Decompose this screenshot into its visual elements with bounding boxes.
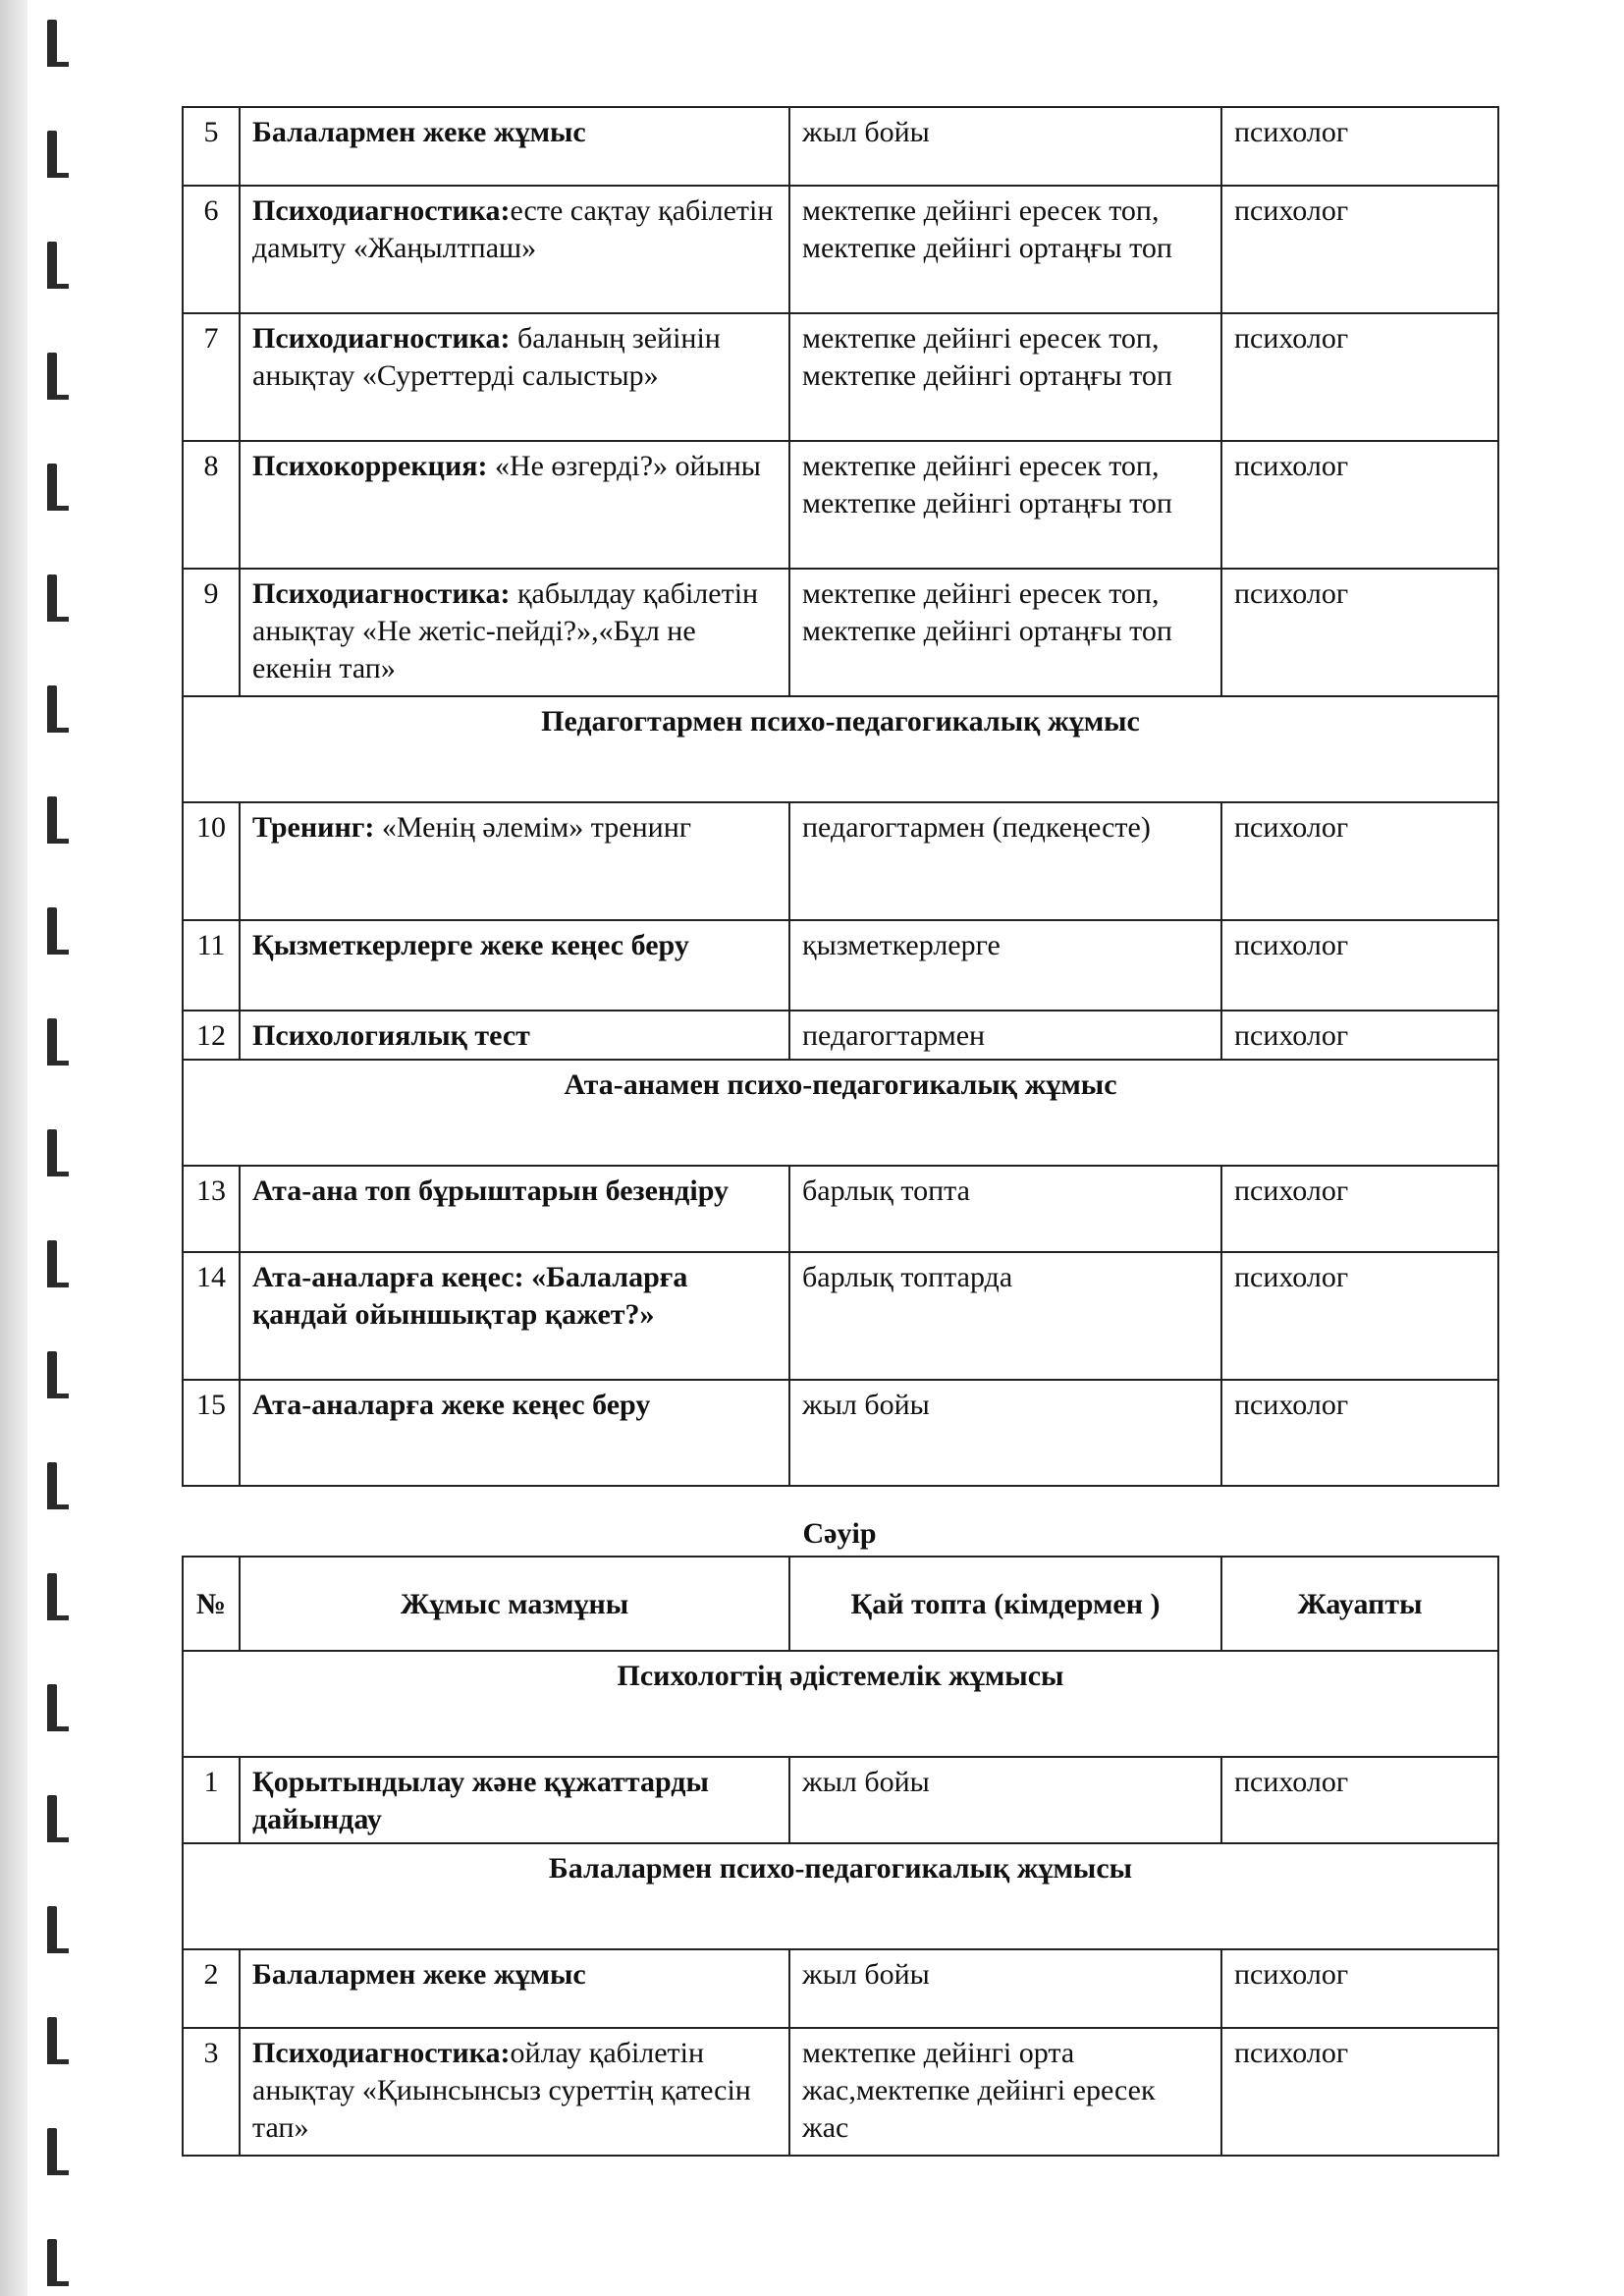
month-heading: Сәуір	[802, 1517, 877, 1550]
section-heading-parents: Ата-анамен психо-педагогикалық жұмыс	[183, 1060, 1498, 1166]
row-number: 3	[183, 2028, 240, 2156]
responsible: психолог	[1221, 802, 1498, 920]
binding-hole	[47, 2128, 57, 2171]
responsible: психолог	[1221, 1380, 1498, 1486]
responsible: психолог	[1221, 1252, 1498, 1380]
binding-hole	[47, 1795, 57, 1838]
work-content: Қызметкерлерге жеке кеңес беру	[240, 920, 789, 1011]
row-number: 11	[183, 920, 240, 1011]
header-group: Қай топта (кімдермен )	[789, 1557, 1221, 1651]
header-responsible: Жауапты	[1221, 1557, 1498, 1651]
target-group: мектепке дейінгі ересек топ, мектепке дейінгі ортаңғы топ	[789, 186, 1221, 313]
binding-hole	[47, 907, 57, 951]
binding-hole	[47, 131, 57, 174]
section-heading-children: Балалармен психо-педагогикалық жұмысы	[183, 1843, 1498, 1949]
target-group: жыл бойы	[789, 1949, 1221, 2028]
responsible: психолог	[1221, 107, 1498, 186]
section-row	[183, 1843, 1498, 1949]
binding-hole	[47, 1351, 57, 1394]
document-page	[182, 106, 1497, 2157]
table-row	[183, 186, 1498, 313]
target-group: мектепке дейінгі ересек топ, мектепке дейінгі ортаңғы топ	[789, 441, 1221, 569]
binding-hole	[47, 20, 57, 63]
table-row	[183, 441, 1498, 569]
header-content: Жұмыс мазмұны	[240, 1557, 789, 1651]
target-group: педагогтармен (педкеңесте)	[789, 802, 1221, 920]
row-number: 15	[183, 1380, 240, 1486]
target-group: жыл бойы	[789, 1380, 1221, 1486]
target-group: қызметкерлерге	[789, 920, 1221, 1011]
target-group: барлық топтарда	[789, 1252, 1221, 1380]
work-content: Балалармен жеке жұмыс	[240, 107, 789, 186]
section-heading-teachers: Педагогтармен психо-педагогикалық жұмыс	[183, 696, 1498, 802]
table-row	[183, 107, 1498, 186]
row-number: 12	[183, 1011, 240, 1060]
target-group: мектепке дейінгі ересек топ, мектепке дейінгі ортаңғы топ	[789, 569, 1221, 696]
row-number: 10	[183, 802, 240, 920]
work-content: Ата-аналарға жеке кеңес беру	[240, 1380, 789, 1486]
table-row	[183, 2028, 1498, 2156]
table-row	[183, 1380, 1498, 1486]
target-group: мектепке дейінгі орта жас,мектепке дейінгі ересек жас	[789, 2028, 1221, 2156]
binding-hole	[47, 353, 57, 396]
table-row	[183, 920, 1498, 1011]
row-number: 9	[183, 569, 240, 696]
row-number: 14	[183, 1252, 240, 1380]
work-content: Тренинг: «Менің әлемім» тренинг	[240, 802, 789, 920]
section-row	[183, 1060, 1498, 1166]
target-group: барлық топта	[789, 1166, 1221, 1252]
table-row	[183, 313, 1498, 441]
target-group: мектепке дейінгі ересек топ, мектепке дейінгі ортаңғы топ	[789, 313, 1221, 441]
work-content: Балалармен жеке жұмыс	[240, 1949, 789, 2028]
row-number: 1	[183, 1757, 240, 1843]
responsible: психолог	[1221, 186, 1498, 313]
header-number: №	[183, 1557, 240, 1651]
binding-hole	[47, 1129, 57, 1173]
table-row	[183, 1166, 1498, 1252]
work-content: Психодиагностика:ойлау қабілетін анықтау «Қиынсынсыз суреттің қатесін тап»	[240, 2028, 789, 2156]
row-number: 7	[183, 313, 240, 441]
binding-hole	[47, 464, 57, 507]
binding-hole	[47, 1906, 57, 1949]
responsible: психолог	[1221, 920, 1498, 1011]
section-row	[183, 1651, 1498, 1757]
responsible: психолог	[1221, 1949, 1498, 2028]
binding-hole	[47, 2017, 57, 2060]
row-number: 2	[183, 1949, 240, 2028]
work-content: Ата-аналарға кеңес: «Балаларға қандай ойыншықтар қажет?»	[240, 1252, 789, 1380]
binding-hole	[47, 685, 57, 729]
row-number: 6	[183, 186, 240, 313]
binding-hole	[47, 2239, 57, 2282]
binding-hole	[47, 574, 57, 618]
row-number: 8	[183, 441, 240, 569]
table-row	[183, 1252, 1498, 1380]
header-row	[183, 1557, 1498, 1651]
plan-table-1	[182, 106, 1499, 1487]
target-group: жыл бойы	[789, 1757, 1221, 1843]
work-content: Психодиагностика: қабылдау қабілетін анықтау «Не жетіс-пейді?»,«Бұл не екенін тап»	[240, 569, 789, 696]
table-row	[183, 802, 1498, 920]
target-group: педагогтармен	[789, 1011, 1221, 1060]
table-row	[183, 1949, 1498, 2028]
work-content: Психокоррекция: «Не өзгерді?» ойыны	[240, 441, 789, 569]
row-number: 5	[183, 107, 240, 186]
binding-hole	[47, 1462, 57, 1505]
row-number: 13	[183, 1166, 240, 1252]
binding-hole	[47, 1573, 57, 1616]
responsible: психолог	[1221, 569, 1498, 696]
work-content: Психодиагностика: баланың зейінін анықтау «Суреттерді салыстыр»	[240, 313, 789, 441]
responsible: психолог	[1221, 1166, 1498, 1252]
table-row	[183, 569, 1498, 696]
responsible: психолог	[1221, 1011, 1498, 1060]
binding-hole	[47, 1684, 57, 1727]
section-row	[183, 696, 1498, 802]
work-content: Ата-ана топ бұрыштарын безендіру	[240, 1166, 789, 1252]
responsible: психолог	[1221, 1757, 1498, 1843]
work-content: Психодиагностика:есте сақтау қабілетін дамыту «Жаңылтпаш»	[240, 186, 789, 313]
target-group: жыл бойы	[789, 107, 1221, 186]
scan-edge	[0, 0, 27, 2296]
section-heading-methodical: Психологтің әдістемелік жұмысы	[183, 1651, 1498, 1757]
responsible: психолог	[1221, 441, 1498, 569]
responsible: психолог	[1221, 2028, 1498, 2156]
binding-hole	[47, 242, 57, 285]
binding-hole	[47, 1240, 57, 1284]
plan-table-2	[182, 1556, 1499, 2157]
binding-holes	[39, 0, 79, 2296]
table-row	[183, 1011, 1498, 1060]
binding-hole	[47, 796, 57, 840]
work-content: Қорытындылау және құжаттарды дайындау	[240, 1757, 789, 1843]
table-row	[183, 1757, 1498, 1843]
responsible: психолог	[1221, 313, 1498, 441]
binding-hole	[47, 1018, 57, 1062]
work-content: Психологиялық тест	[240, 1011, 789, 1060]
